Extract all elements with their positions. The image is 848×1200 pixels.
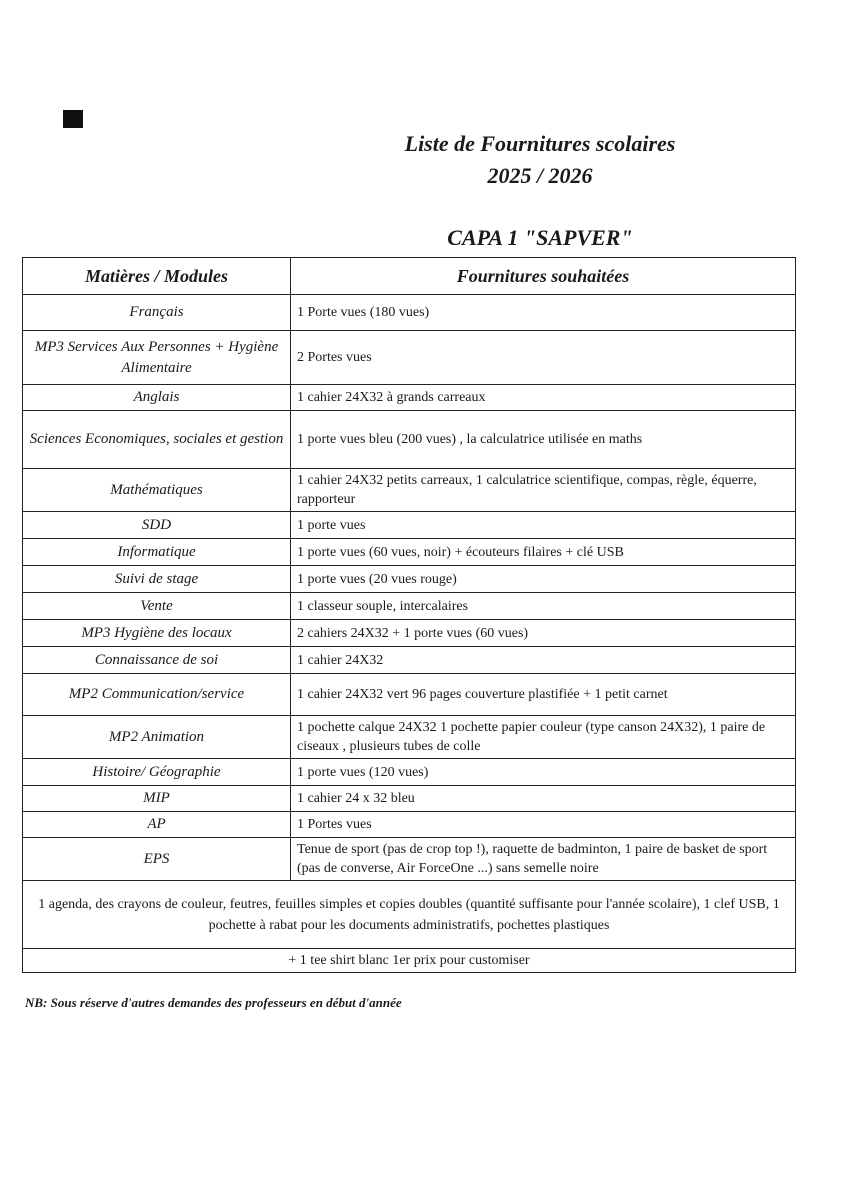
supplies-cell: 1 classeur souple, intercalaires: [291, 593, 796, 620]
table-row: [23, 716, 796, 759]
subject-cell: Histoire/ Géographie: [23, 759, 291, 786]
table-row: [23, 647, 796, 674]
footnote: NB: Sous réserve d'autres demandes des professeurs en début d'année: [25, 995, 402, 1010]
black-square-mark: [63, 110, 83, 128]
table-row: [23, 593, 796, 620]
supplies-cell: 2 Portes vues: [291, 331, 796, 385]
supplies-cell: 1 porte vues bleu (200 vues) , la calculatrice utilisée en maths: [291, 411, 796, 469]
extra-item-cell: + 1 tee shirt blanc 1er prix pour customiser: [23, 949, 796, 973]
supplies-cell: 2 cahiers 24X32 + 1 porte vues (60 vues): [291, 620, 796, 647]
subject-cell: MP3 Services Aux Personnes + Hygiène Alimentaire: [23, 331, 291, 385]
subject-cell: Suivi de stage: [23, 566, 291, 593]
subject-cell: MP2 Animation: [23, 716, 291, 759]
supplies-cell: 1 porte vues (60 vues, noir) + écouteurs filaires + clé USB: [291, 539, 796, 566]
subject-cell: AP: [23, 812, 291, 838]
supplies-cell: 1 pochette calque 24X32 1 pochette papier couleur (type canson 24X32), 1 paire de ciseaux , plusieurs tubes de colle: [291, 716, 796, 759]
supplies-cell: 1 cahier 24 x 32 bleu: [291, 786, 796, 812]
table-row: [23, 539, 796, 566]
extra-item-row: [23, 949, 796, 973]
table-row: [23, 838, 796, 881]
supplies-cell: 1 cahier 24X32 vert 96 pages couverture plastifiée + 1 petit carnet: [291, 674, 796, 716]
subject-cell: MP3 Hygiène des locaux: [23, 620, 291, 647]
subject-cell: Anglais: [23, 385, 291, 411]
table-row: [23, 786, 796, 812]
subject-cell: SDD: [23, 512, 291, 539]
subject-cell: Connaissance de soi: [23, 647, 291, 674]
supplies-cell: 1 porte vues (120 vues): [291, 759, 796, 786]
general-supplies-row: [23, 881, 796, 949]
supplies-cell: 1 Porte vues (180 vues): [291, 295, 796, 331]
table-row: [23, 331, 796, 385]
subject-cell: Mathématiques: [23, 469, 291, 512]
supplies-cell: 1 cahier 24X32 à grands carreaux: [291, 385, 796, 411]
table-row: [23, 385, 796, 411]
class-title: CAPA 1 "SAPVER": [447, 225, 633, 250]
table-row: [23, 469, 796, 512]
subject-cell: MP2 Communication/service: [23, 674, 291, 716]
page-title: Liste de Fournitures scolaires: [404, 131, 676, 156]
supplies-cell: Tenue de sport (pas de crop top !), raquette de badminton, 1 paire de basket de sport (pas de converse, Air ForceOne ...) sans semelle noire: [291, 838, 796, 881]
supplies-cell: 1 porte vues (20 vues rouge): [291, 566, 796, 593]
column-header-subject: Matières / Modules: [23, 258, 291, 295]
supplies-cell: 1 cahier 24X32: [291, 647, 796, 674]
table-row: [23, 759, 796, 786]
subject-cell: Français: [23, 295, 291, 331]
general-supplies-cell: 1 agenda, des crayons de couleur, feutres, feuilles simples et copies doubles (quantité suffisante pour l'année scolaire), 1 clef USB, 1 pochette à rabat pour les documents administratifs, pochettes plastiques: [23, 881, 796, 949]
table-row: [23, 620, 796, 647]
supplies-cell: 1 cahier 24X32 petits carreaux, 1 calculatrice scientifique, compas, règle, équerre, rapporteur: [291, 469, 796, 512]
supplies-table: [22, 257, 796, 973]
table-row: [23, 411, 796, 469]
table-row: [23, 512, 796, 539]
school-year: 2025 / 2026: [487, 163, 593, 188]
supplies-cell: 1 porte vues: [291, 512, 796, 539]
table-row: [23, 295, 796, 331]
subject-cell: Sciences Economiques, sociales et gestion: [23, 411, 291, 469]
table-row: [23, 812, 796, 838]
table-header-row: [23, 258, 796, 295]
supplies-cell: 1 Portes vues: [291, 812, 796, 838]
subject-cell: MIP: [23, 786, 291, 812]
subject-cell: EPS: [23, 838, 291, 881]
subject-cell: Vente: [23, 593, 291, 620]
table-row: [23, 566, 796, 593]
column-header-supplies: Fournitures souhaitées: [291, 258, 796, 295]
table-row: [23, 674, 796, 716]
subject-cell: Informatique: [23, 539, 291, 566]
